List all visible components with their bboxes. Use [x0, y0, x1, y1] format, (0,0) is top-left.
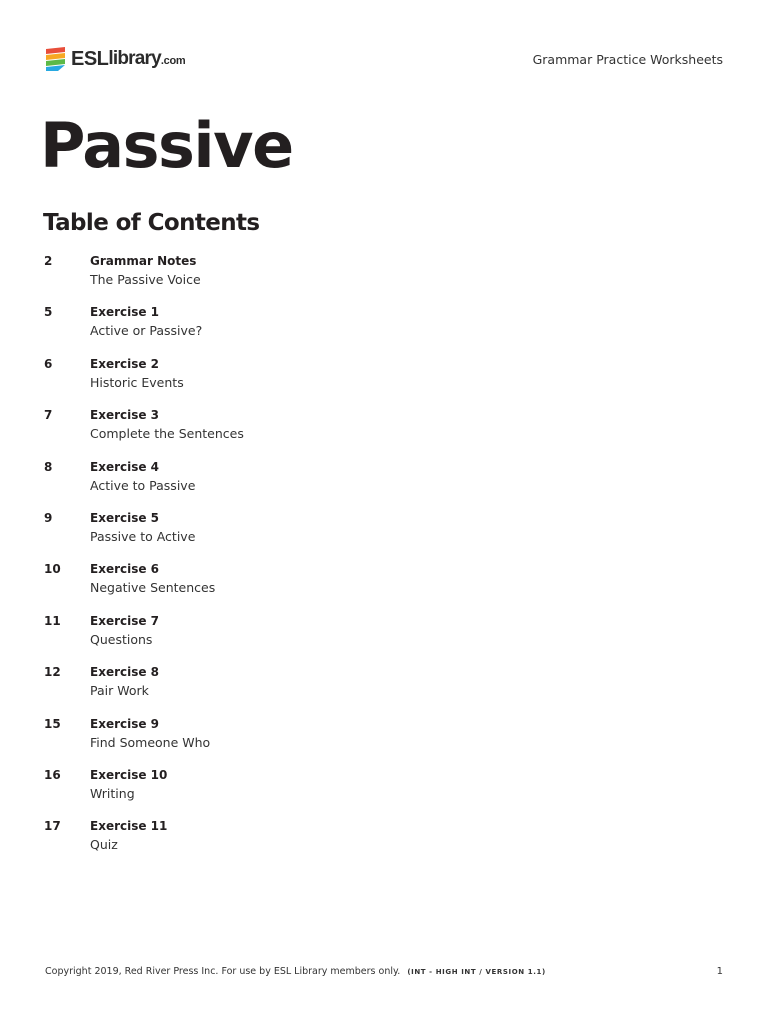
toc-entry-subtitle: Active to Passive [90, 477, 196, 493]
series-label: Grammar Practice Worksheets [532, 52, 723, 67]
toc-entry[interactable] [0, 458, 768, 509]
toc-entry[interactable] [0, 560, 768, 611]
toc-entry-subtitle: Pair Work [90, 683, 149, 699]
toc-entry-text [90, 612, 159, 649]
toc-entry-subtitle: Writing [90, 785, 135, 801]
toc-entry-text [90, 509, 195, 546]
toc-entry-title: Exercise 6 [90, 562, 160, 577]
page-title: Passive [40, 109, 293, 182]
toc-entry-text [90, 406, 244, 443]
toc-entry[interactable] [0, 663, 768, 714]
toc-entry-title: Exercise 1 [90, 305, 160, 320]
toc-page-number: 5 [44, 305, 53, 320]
copyright-text: Copyright 2019, Red River Press Inc. For use by ESL Library members only. [45, 966, 401, 977]
table-of-contents [0, 252, 768, 869]
toc-page-number: 11 [44, 613, 61, 628]
toc-page-number: 17 [44, 819, 61, 834]
toc-entry-subtitle: Active or Passive? [90, 323, 203, 339]
logo-text-com: .com [160, 55, 186, 67]
toc-entry-text [90, 252, 201, 289]
toc-entry-title: Exercise 2 [90, 356, 160, 371]
toc-entry-text [90, 560, 215, 597]
toc-entry-title: Exercise 7 [90, 613, 160, 628]
toc-page-number: 10 [44, 562, 61, 577]
toc-entry-subtitle: Passive to Active [90, 528, 196, 544]
toc-page-number: 6 [44, 356, 53, 371]
toc-entry-title: Exercise 5 [90, 510, 160, 525]
toc-entry[interactable] [0, 715, 768, 766]
toc-entry-text [90, 766, 167, 803]
toc-entry-subtitle: Complete the Sentences [90, 426, 244, 442]
toc-entry[interactable] [0, 817, 768, 868]
toc-entry-title: Exercise 4 [90, 459, 160, 474]
toc-entry-subtitle: Find Someone Who [90, 734, 211, 750]
toc-entry-title: Grammar Notes [90, 254, 197, 268]
toc-entry-text [90, 817, 167, 854]
esl-library-logo[interactable] [44, 44, 185, 74]
toc-entry-text [90, 663, 159, 700]
toc-entry-text [90, 303, 202, 340]
toc-page-number: 2 [44, 254, 53, 268]
toc-entry-subtitle: Historic Events [90, 374, 184, 390]
toc-page-number: 12 [44, 665, 61, 680]
toc-page-number: 8 [44, 459, 53, 474]
toc-entry-title: Exercise 11 [90, 819, 168, 834]
page-header [0, 0, 768, 100]
book-stack-icon [44, 46, 68, 72]
toc-page-number: 9 [44, 510, 53, 525]
level-version-label: (INT - HIGH INT / VERSION 1.1) [407, 968, 546, 976]
page-number: 1 [716, 966, 723, 977]
logo-text-library: library [108, 48, 161, 69]
toc-entry-title: Exercise 9 [90, 716, 160, 731]
toc-page-number: 16 [44, 767, 61, 782]
toc-entry[interactable] [0, 766, 768, 817]
toc-entry-subtitle: Negative Sentences [90, 580, 216, 596]
toc-entry[interactable] [0, 509, 768, 560]
toc-entry-subtitle: Questions [90, 631, 153, 647]
toc-entry-subtitle: Quiz [90, 837, 118, 853]
toc-entry-subtitle: The Passive Voice [90, 272, 201, 287]
toc-entry[interactable] [0, 252, 768, 303]
toc-heading: Table of Contents [43, 210, 260, 236]
page-footer [45, 966, 723, 977]
toc-entry-title: Exercise 10 [90, 767, 168, 782]
toc-entry[interactable] [0, 612, 768, 663]
toc-entry-text [90, 715, 210, 752]
toc-entry-text [90, 458, 195, 495]
toc-entry-title: Exercise 8 [90, 665, 160, 680]
toc-entry[interactable] [0, 406, 768, 457]
toc-entry-text [90, 355, 184, 392]
toc-entry-title: Exercise 3 [90, 408, 160, 423]
toc-page-number: 15 [44, 716, 61, 731]
toc-page-number: 7 [44, 408, 53, 423]
toc-entry[interactable] [0, 355, 768, 406]
toc-entry[interactable] [0, 303, 768, 354]
logo-text-esl: ESL [71, 47, 109, 70]
